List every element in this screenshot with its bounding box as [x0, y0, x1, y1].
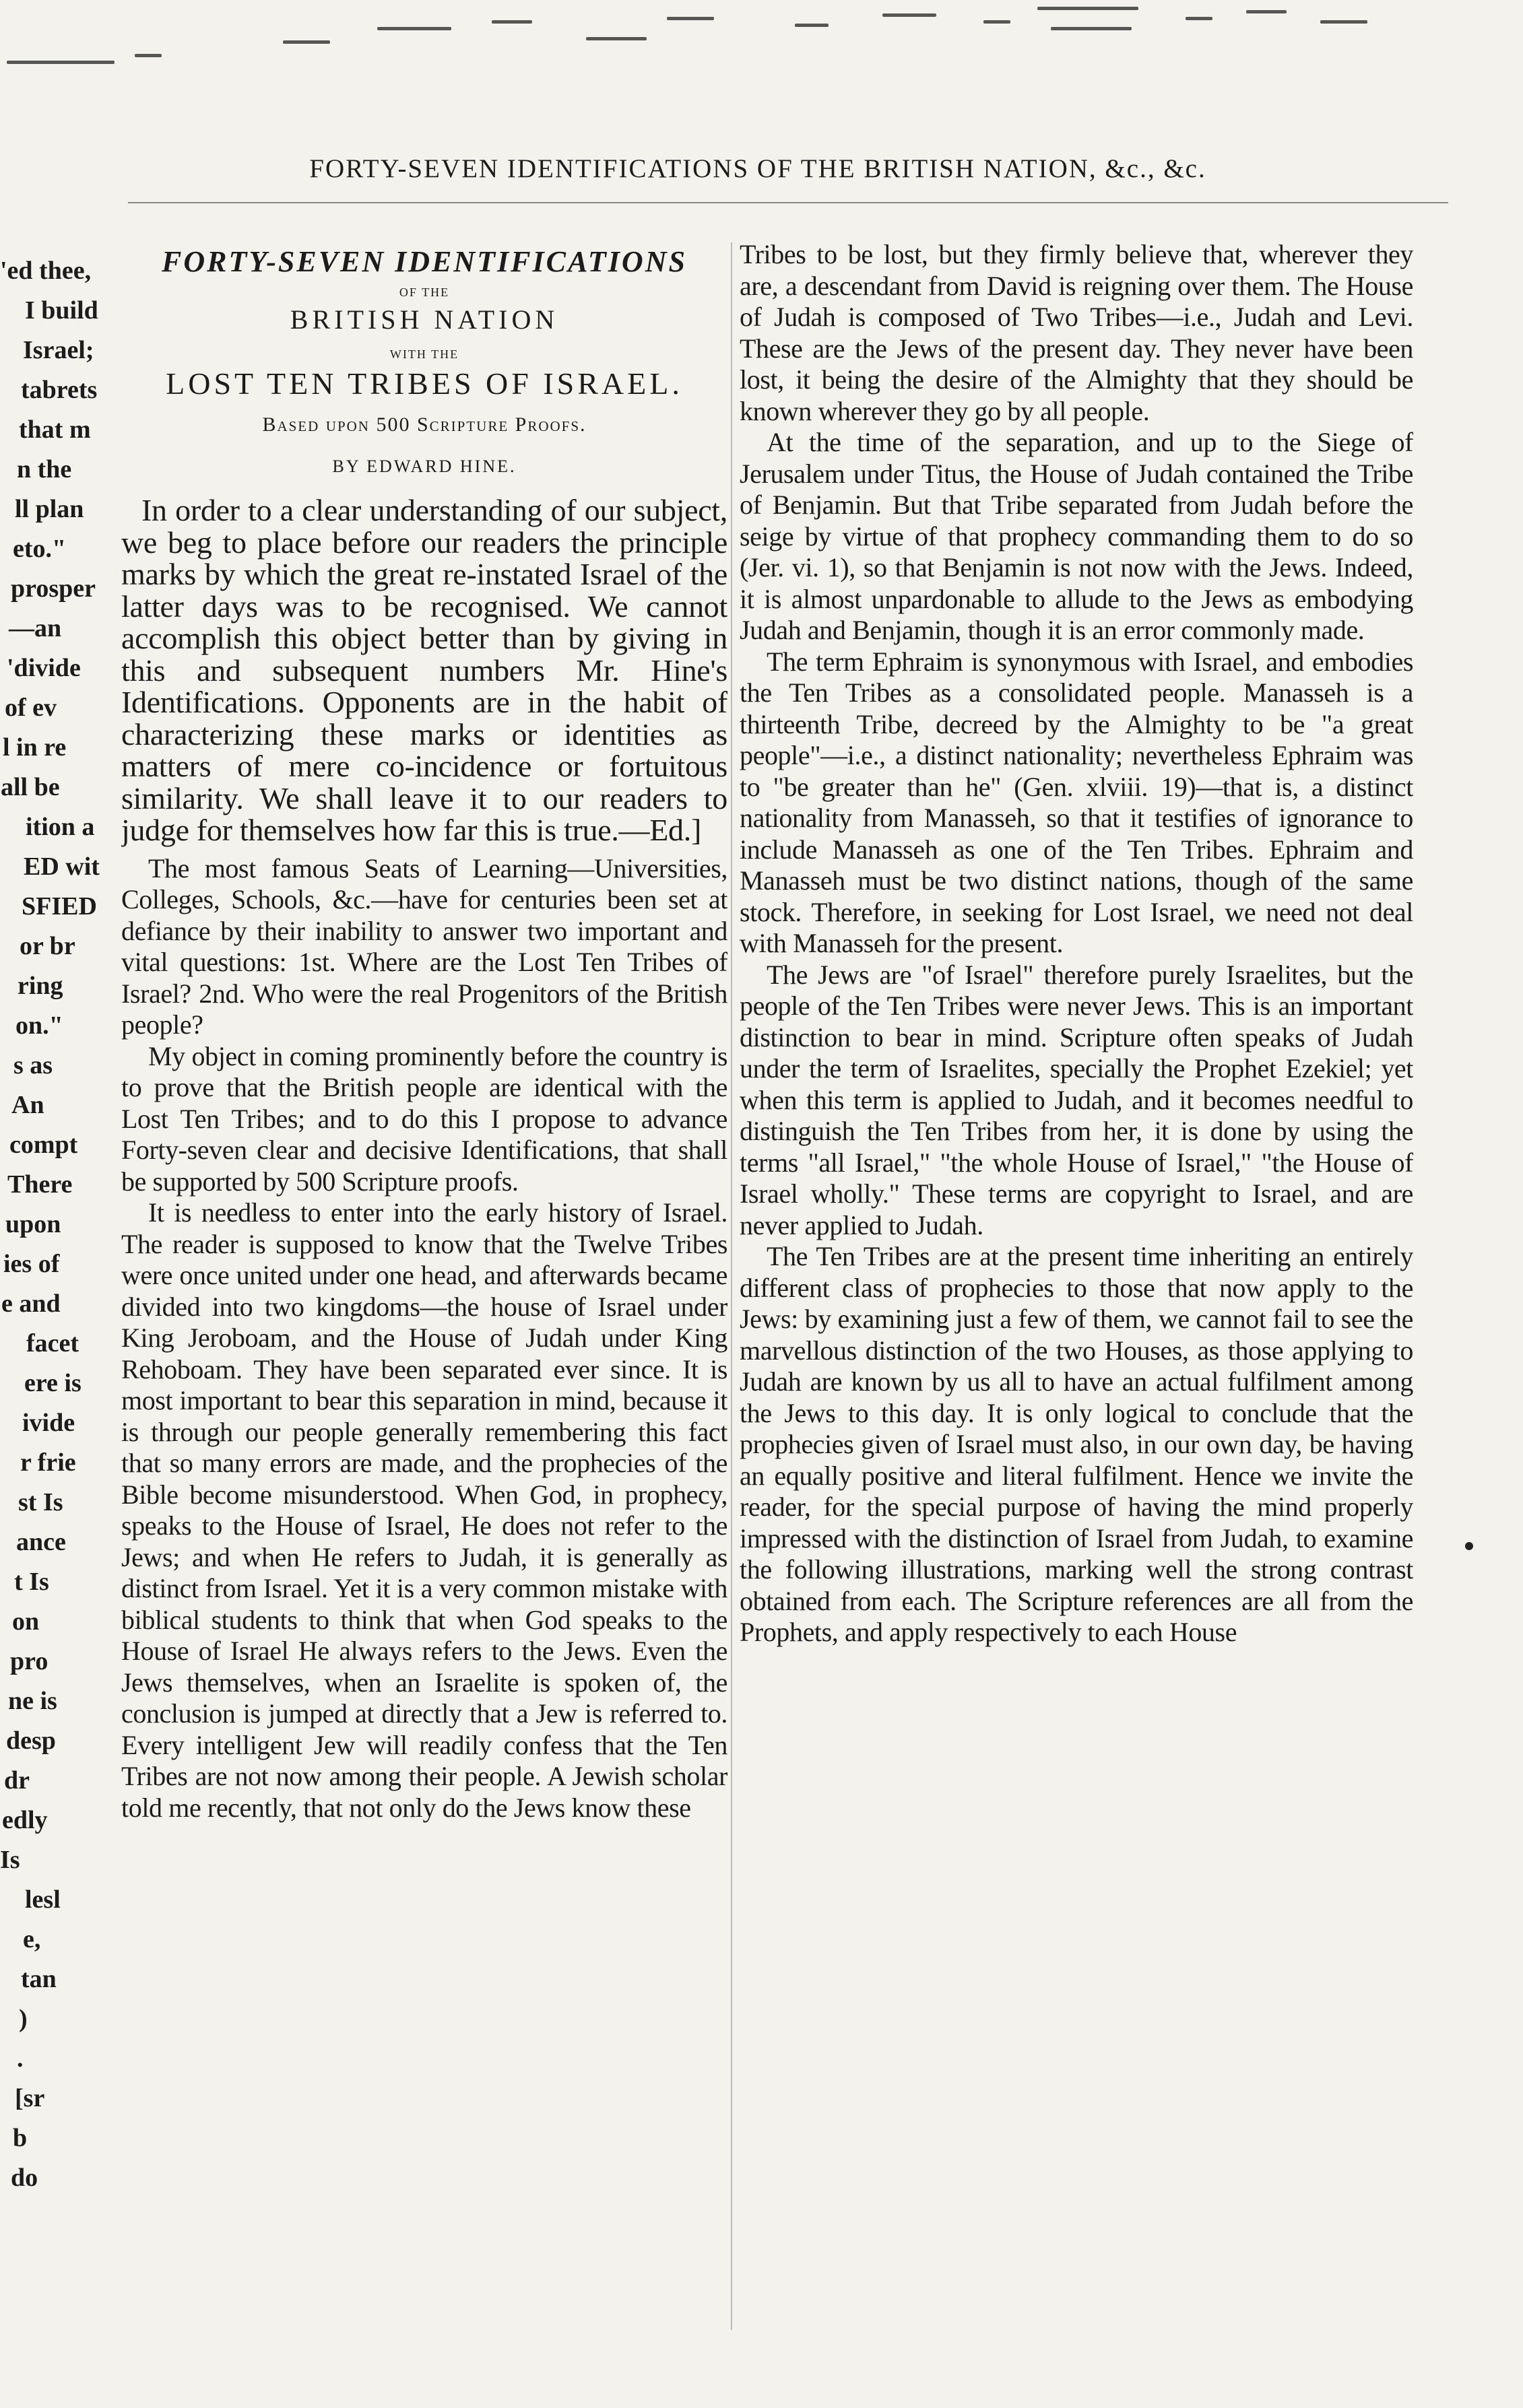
bleed-fragment: on: [12, 1607, 40, 1636]
bleed-fragment: ition a: [26, 813, 95, 841]
bleed-fragment: —an: [9, 614, 62, 642]
bleed-fragment: st Is: [18, 1488, 63, 1516]
bleed-fragment: e and: [1, 1290, 61, 1318]
article-title-block: [121, 239, 727, 477]
bleed-fragment: n the: [17, 455, 72, 483]
left-paragraph: My object in coming prominently before the country is to prove that the British people are identical with the Lost Ten Tribes; and to do this I propose to advance Forty-seven clear and decisive Identifications, that shall be supported by 500 Scripture proofs.: [121, 1040, 727, 1197]
bleed-fragment: Is: [0, 1846, 20, 1874]
bleed-fragment: ): [19, 2005, 28, 2033]
bleed-fragment: ll plan: [15, 495, 84, 523]
bleed-fragment: An: [11, 1091, 44, 1119]
right-paragraph: Tribes to be lost, but they firmly believe that, wherever they are, a descendant from David is reigning over them. The House of Judah is composed of Two Tribes—i.e., Judah and Levi. These are the Jews of the present day. They never have been lost, it being the desire of the Almighty that they should be known wherever they go by all people.: [740, 239, 1413, 426]
bleed-fragment: ivide: [22, 1409, 75, 1437]
bleed-fragment: ies of: [3, 1250, 60, 1278]
bleed-fragment: tan: [21, 1965, 57, 1993]
title-line-3: LOST TEN TRIBES OF ISRAEL.: [166, 366, 683, 401]
margin-dot: [1465, 1542, 1473, 1550]
bleed-fragment: s as: [13, 1051, 53, 1079]
article-author: BY EDWARD HINE.: [332, 457, 517, 476]
running-head: FORTY-SEVEN IDENTIFICATIONS OF THE BRITISH NATION, &c., &c.: [309, 154, 1206, 183]
column-divider: [731, 242, 732, 2330]
editor-intro: In order to a clear understanding of our subject, we beg to place before our readers the principle marks by which the great re-instated Israel of the latter days was to be recognised. We cannot accomplish this object better than by giving in this and subsequent numbers Mr. Hine's Identifications. Opponents are in the habit of characterizing these marks or identities as matters of mere co-incidence or fortuitous similarity. We shall leave it to our readers to judge for themselves how far this is true.—Ed.]: [121, 493, 727, 847]
bleed-fragment: 'divide: [7, 654, 81, 682]
bleed-fragment: or br: [20, 932, 75, 960]
bleed-fragment: that m: [19, 415, 91, 444]
bleed-fragment: 'ed thee,: [0, 257, 92, 285]
bleed-fragment: l in re: [3, 733, 67, 762]
bleed-fragment: .: [17, 2044, 24, 2073]
title-line-1: FORTY-SEVEN IDENTIFICATIONS: [162, 245, 687, 278]
bleed-fragment: prosper: [11, 574, 96, 603]
left-column: [121, 239, 727, 2353]
bleed-fragment: on.": [15, 1011, 63, 1040]
bleed-fragment: compt: [9, 1131, 78, 1159]
scan-noise-header: [0, 0, 1523, 81]
bleed-fragment: There: [7, 1170, 73, 1199]
bleed-fragment: ne is: [8, 1687, 57, 1715]
bleed-fragment: upon: [5, 1210, 61, 1238]
title-line-2: BRITISH NATION: [290, 304, 559, 335]
bleed-fragment: ance: [16, 1528, 66, 1556]
title-with: WITH THE: [389, 347, 459, 361]
bleed-fragment: b: [13, 2124, 28, 2152]
left-paragraph: It is needless to enter into the early history of Israel. The reader is supposed to know that the Twelve Tribes were once united under one head, and afterwards became divided into two kingdoms—the house of Israel under King Jeroboam, and the House of Judah under King Rehoboam. They have been separated ever since. It is most important to bear this separation in mind, because it is through our people generally remembering this fact that so many errors are made, and the prophecies of the Bible become misunderstood. When God, in prophecy, speaks to the House of Israel, He does not refer to the Jews; and when He refers to Judah, it is generally as distinct from Israel. Yet it is a very common mistake with biblical students to think that when God speaks to the House of Israel He always refers to the Jews. Even the Jews themselves, when an Israelite is spoken of, the conclusion is jumped at directly that a Jew is referred to. Every intelligent Jew will readily confess that the Ten Tribes are not now among their people. A Jewish scholar told me recently, that not only do the Jews know these: [121, 1197, 727, 1823]
left-paragraph: The most famous Seats of Learning—Universities, Colleges, Schools, &c.—have for centuries been set at defiance by their inability to answer two important and vital questions: 1st. Where are the Lost Ten Tribes of Israel? 2nd. Who were the real Progenitors of the British people?: [121, 852, 727, 1040]
bleed-fragment: pro: [10, 1647, 48, 1675]
right-column: [740, 239, 1413, 2353]
bleed-fragment: tabrets: [21, 376, 98, 404]
header-rule: [128, 202, 1448, 203]
bleed-fragment: Israel;: [23, 336, 94, 364]
bleed-fragment: do: [11, 2164, 38, 2192]
bleed-fragment: eto.": [13, 535, 67, 563]
right-paragraph: The Ten Tribes are at the present time inheriting an entirely different class of prophecies to those that now apply to the Jews: by examining just a few of them, we cannot fail to see the marvellous distinction of the two Houses, as those applying to Judah are known by us all to have an actual fulfilment among the Jews to this day. It is only logical to conclude that the prophecies given of Israel must also, in our own day, be having an equally positive and literal fulfilment. Hence we invite the reader, for the special purpose of having the mind properly impressed with the distinction of Israel from Judah, to examine the following illustrations, marking well the strong contrast obtained from each. The Scripture references are all from the Prophets, and apply respectively to each House: [740, 1241, 1413, 1647]
title-of: OF THE: [399, 286, 450, 299]
bleed-fragment: ere is: [24, 1369, 82, 1397]
bleed-fragment: SFIED: [22, 892, 97, 921]
bleed-fragment: I build: [25, 296, 98, 325]
bleed-fragment: ED wit: [24, 852, 100, 881]
right-paragraph: The Jews are "of Israel" therefore purely Israelites, but the people of the Ten Tribes were never Jews. This is an important distinction to bear in mind. Scripture often speaks of Judah under the term of Israelites, specially the Prophet Ezekiel; yet when this term is applied to Judah, and it becomes needful to distinguish the Ten Tribes from her, it is done by using the terms "all Israel," "the whole House of Israel," "the House of Israel wholly." These terms are copyright to Israel, and are never applied to Judah.: [740, 959, 1413, 1240]
right-paragraph: At the time of the separation, and up to the Siege of Jerusalem under Titus, the House of Judah contained the Tribe of Benjamin. But that Tribe separated from Judah before the seige by virtue of that prophecy commanding them to do so (Jer. vi. 1), so that Benjamin is not now with the Jews. Indeed, it is almost unpardonable to allude to the Jews as embodying Judah and Benjamin, though it is an error commonly made.: [740, 427, 1413, 645]
facing-page-bleed: [0, 256, 115, 2276]
bleed-fragment: of ev: [5, 694, 57, 722]
title-basis: Based upon 500 Scripture Proofs.: [262, 413, 587, 436]
bleed-fragment: dr: [4, 1766, 30, 1795]
bleed-fragment: edly: [2, 1806, 48, 1834]
bleed-fragment: e,: [23, 1925, 41, 1953]
bleed-fragment: lesl: [25, 1885, 61, 1914]
bleed-fragment: facet: [26, 1329, 79, 1358]
bleed-fragment: desp: [6, 1727, 56, 1755]
bleed-fragment: r frie: [20, 1448, 76, 1477]
bleed-fragment: t Is: [14, 1568, 49, 1596]
bleed-fragment: ring: [18, 972, 63, 1000]
bleed-fragment: [sr: [15, 2084, 45, 2112]
bleed-fragment: all be: [1, 773, 60, 801]
right-paragraph: The term Ephraim is synonymous with Israel, and embodies the Ten Tribes as a consolidated people. Manasseh is a thirteenth Tribe, decreed by the Almighty to be "a great people"—i.e., a distinct nationality; nevertheless Ephraim was to "be greater than he" (Gen. xlviii. 19)—that is, a distinct nationality from Manasseh, so that it testifies of ignorance to include Manasseh as one of the Ten Tribes. Ephraim and Manasseh must be two distinct nations, though of the same stock. Therefore, in seeking for Lost Israel, we need not deal with Manasseh for the present.: [740, 646, 1413, 958]
